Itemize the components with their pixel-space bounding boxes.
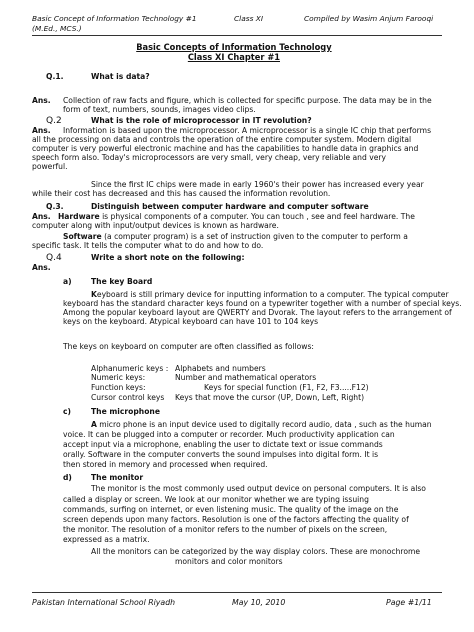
header-course-title: Basic Concept of Information Technology #1 bbox=[32, 14, 197, 23]
q1-answer-label: Ans. bbox=[32, 96, 51, 105]
q2-number: Q.2 bbox=[46, 116, 62, 126]
q2-answer-line: while their cost has decreased and this has caused the information revolution. bbox=[32, 189, 331, 198]
key-type-desc: Number and mathematical operators bbox=[175, 373, 317, 382]
footer-rule bbox=[32, 592, 442, 593]
q3-answer-line: specific task. It tells the computer what to do and how to do. bbox=[32, 241, 264, 250]
q3-answer-line: is physical components of a computer. You can touch , see and feel hardware. The bbox=[99, 212, 415, 221]
q4a-line: Among the popular keyboard layout are QWERTY and Dvorak. The layout refers to the arrangement of bbox=[63, 308, 452, 317]
q4a-label: a) bbox=[63, 277, 72, 286]
doc-title: Basic Concepts of Information Technology bbox=[136, 42, 332, 52]
dropcap: A bbox=[91, 420, 97, 429]
footer-page-number: Page #1/11 bbox=[386, 598, 432, 607]
q4c-line: orally. Software in the computer converts the sound impulses into digital form. It is bbox=[63, 450, 379, 459]
q2-answer-line: Information is based upon the microprocessor. A microprocessor is a single IC chip that performs bbox=[63, 126, 432, 135]
q2-question: What is the role of microprocessor in IT revolution? bbox=[91, 116, 312, 125]
q4-answer-label: Ans. bbox=[32, 263, 51, 272]
q4c-heading: The microphone bbox=[91, 407, 160, 416]
footer-date: May 10, 2010 bbox=[232, 598, 286, 607]
q2-answer-label: Ans. bbox=[32, 126, 51, 135]
q4c-paragraph bbox=[91, 421, 432, 430]
key-type-name: Cursor control keys bbox=[91, 393, 165, 402]
footer-school: Pakistan International School Riyadh bbox=[32, 598, 176, 607]
key-type-desc: Keys that move the cursor (UP, Down, Left, Right) bbox=[175, 393, 365, 402]
key-type-name: Numeric keys: bbox=[91, 373, 146, 382]
q4c-label: c) bbox=[63, 407, 71, 416]
key-type-desc: Keys for special function (F1, F2, F3.....F12) bbox=[204, 383, 369, 392]
q2-answer-line: powerful. bbox=[32, 162, 68, 171]
q2-answer-line: all the processing on data and controls the operation of the entire computer system. Modern digital bbox=[32, 135, 412, 144]
q3-answer-line: (a computer program) is a set of instruction given to the computer to perform a bbox=[101, 232, 408, 241]
q4d-line: monitors and color monitors bbox=[175, 557, 283, 566]
hardware-term: Hardware bbox=[57, 212, 100, 221]
key-type-desc: Alphabets and numbers bbox=[175, 364, 266, 373]
q1-number: Q.1. bbox=[46, 72, 64, 81]
q4d-line: commands, surfing on internet, or even listening music. The quality of the image on the bbox=[63, 505, 399, 514]
q4d-label: d) bbox=[63, 473, 72, 482]
q4a-heading: The key Board bbox=[91, 277, 153, 286]
q4d-heading: The monitor bbox=[91, 473, 144, 482]
q4-number: Q.4 bbox=[46, 253, 62, 263]
q3-answer-label: Ans. bbox=[32, 212, 51, 221]
q4d-line: The monitor is the most commonly used output device on personal computers. It is also bbox=[91, 484, 426, 493]
q4d-line: expressed as a matrix. bbox=[63, 535, 150, 544]
key-type-name: Alphanumeric keys : bbox=[91, 364, 169, 373]
q4a-line: keys on the keyboard. Atypical keyboard can have 101 to 104 keys bbox=[63, 317, 319, 326]
q1-answer-line: form of text, numbers, sounds, images video clips. bbox=[63, 105, 256, 114]
q4d-line: screen depends upon many factors. Resolution is one of the factors affecting the quality of bbox=[63, 515, 409, 524]
q4c-line: micro phone is an input device used to digitally record audio, data , such as the human bbox=[96, 420, 432, 429]
q4a-line: The keys on keyboard on computer are often classified as follows: bbox=[63, 342, 314, 351]
header-class: Class XI bbox=[234, 14, 264, 23]
q4d-line: All the monitors can be categorized by the way display colors. These are monochrome bbox=[91, 547, 421, 556]
q4c-line: then stored in memory and processed when required. bbox=[63, 460, 268, 469]
q3-question: Distinguish between computer hardware and computer software bbox=[91, 202, 369, 211]
q4c-line: accept input via a microphone, enabling the user to dictate text or issue commands bbox=[63, 440, 383, 449]
header-qualifications: (M.Ed., MCS.) bbox=[32, 24, 82, 33]
q3-answer-line: computer along with input/output devices is known as hardware. bbox=[32, 221, 279, 230]
q2-answer-line: computer is very powerful electronic machine and has the capabilities to handle data in graphics and bbox=[32, 144, 419, 153]
q4c-line: voice. It can be plugged into a computer or recorder. Much productivity application can bbox=[63, 430, 395, 439]
q2-answer-line: Since the first IC chips were made in early 1960's their power has increased every year bbox=[91, 180, 424, 189]
q4a-line: eyboard is still primary device for inputting information to a computer. The typical computer bbox=[96, 290, 449, 299]
header-compiler: Compiled by Wasim Anjum Farooqi bbox=[304, 14, 434, 23]
dropcap: K bbox=[91, 290, 97, 299]
q4d-line: called a display or screen. We look at our monitor whether we are typing issuing bbox=[63, 495, 369, 504]
key-type-name: Function keys: bbox=[91, 383, 146, 392]
q1-question: What is data? bbox=[91, 72, 150, 81]
header-rule bbox=[32, 35, 442, 36]
q3-number: Q.3. bbox=[46, 202, 64, 211]
doc-subtitle: Class XI Chapter #1 bbox=[187, 52, 280, 62]
q1-answer-line: Collection of raw facts and figure, which is collected for specific purpose. The data may be in the bbox=[63, 96, 432, 105]
software-term: Software bbox=[63, 232, 102, 241]
q4-question: Write a short note on the following: bbox=[91, 253, 245, 262]
q2-answer-line: speech form also. Today's microprocessors are very small, very cheap, very reliable and very bbox=[32, 153, 387, 162]
q4d-line: the monitor. The resolution of a monitor refers to the number of pixels on the screen, bbox=[63, 525, 388, 534]
q4a-line: keyboard has the standard character keys found on a typewriter together with a number of special keys. bbox=[63, 299, 462, 308]
